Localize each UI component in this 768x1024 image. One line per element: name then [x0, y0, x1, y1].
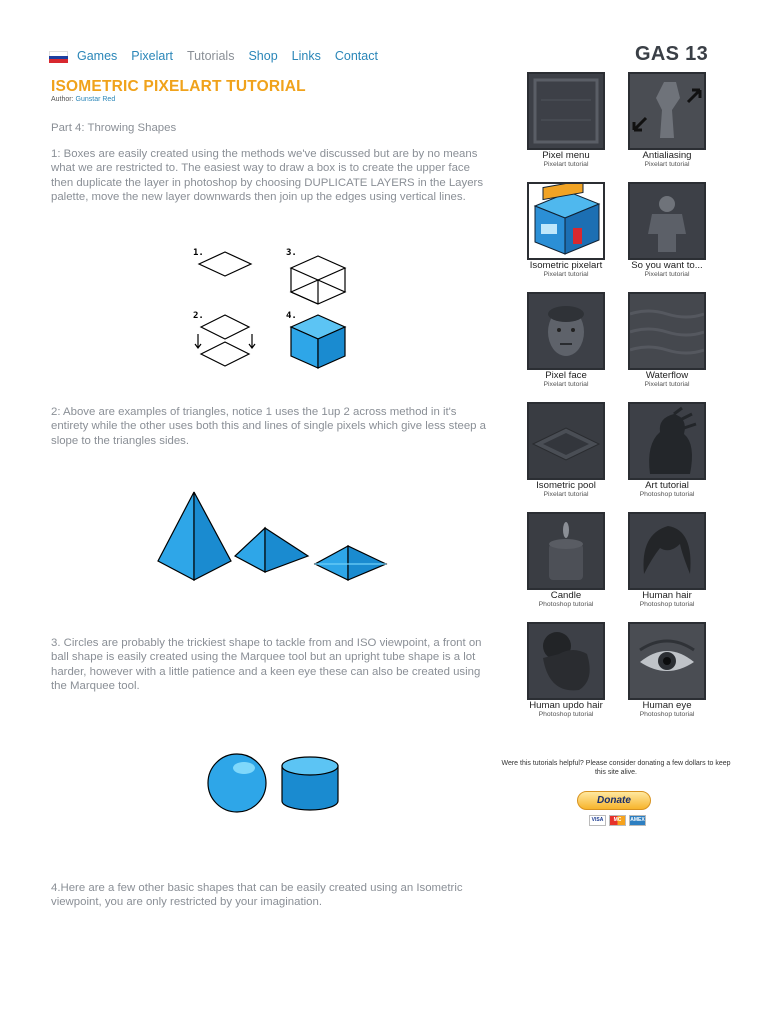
part-heading: Part 4: Throwing Shapes [51, 122, 177, 134]
updo-hair-thumb-icon [527, 622, 605, 700]
sidebar-item-title: Pixel menu [542, 150, 590, 161]
box-label-1: 1. [193, 248, 204, 258]
creature-thumb-icon [628, 402, 706, 480]
sidebar-item-subtitle: Photoshop tutorial [538, 711, 594, 718]
box-step-4-shape [291, 315, 345, 368]
sidebar-item-title: Pixel face [545, 370, 587, 381]
face-thumb-icon [527, 292, 605, 370]
sidebar-item-human-eye[interactable] [625, 622, 709, 719]
sidebar-item-antialiasing[interactable] [625, 72, 709, 169]
cylinder-shape [282, 757, 338, 810]
box-label-2: 2. [193, 311, 204, 321]
sidebar-item-waterflow[interactable] [625, 292, 709, 389]
sidebar-item-title: Candle [550, 590, 582, 601]
hair-thumb-icon [628, 512, 706, 590]
visa-card-icon: VISA [589, 815, 606, 826]
eye-thumb-icon [628, 622, 706, 700]
box-step-1-shape [199, 252, 251, 276]
sidebar-item-title: So you want to... [631, 260, 703, 271]
sidebar-item-subtitle: Pixelart tutorial [543, 381, 589, 388]
sidebar-item-title: Human updo hair [529, 700, 603, 711]
fighter-thumb-icon [628, 182, 706, 260]
box-step-3-shape [291, 256, 345, 304]
sphere-shape [208, 754, 266, 812]
sidebar-item-isometric-pool[interactable] [524, 402, 608, 499]
donate-message: Were this tutorials helpful? Please consider donating a few dollars to keep this site alive. [501, 760, 731, 776]
sidebar-item-pixel-face[interactable] [524, 292, 608, 389]
sidebar-item-art-tutorial[interactable] [625, 402, 709, 499]
sidebar-item-human-updo-hair[interactable] [524, 622, 608, 719]
payment-cards [589, 815, 646, 826]
circle-figure [204, 752, 344, 814]
sidebar-item-candle[interactable] [524, 512, 608, 609]
sidebar-item-title: Isometric pool [536, 480, 596, 491]
pyramid-flat-shape [315, 546, 386, 580]
pyramid-medium-shape [235, 528, 308, 572]
sidebar-item-title: Isometric pixelart [529, 260, 603, 271]
paragraph-1: 1: Boxes are easily created using the methods we've discussed but are by no means what we are restricted to. The easiest way to draw a box is to create the upper face then duplicate the layer in photoshop by choosing DUPLICATE LAYERS in the Layers palette, move the new layer downwards then join up the edges using vertical lines. [51, 148, 484, 204]
nav-contact[interactable]: Contact [334, 49, 378, 63]
pyramid-large-shape [158, 492, 231, 580]
author-label: Author: [51, 96, 74, 103]
donate-button[interactable]: Donate [577, 791, 651, 810]
water-thumb-icon [628, 292, 706, 370]
sidebar-item-subtitle: Pixelart tutorial [543, 271, 589, 278]
nav-links[interactable]: Links [291, 49, 321, 63]
sidebar-item-pixel-menu[interactable] [524, 72, 608, 169]
pool-thumb-icon [527, 402, 605, 480]
pixel-menu-thumb-icon [527, 72, 605, 150]
sidebar-item-human-hair[interactable] [625, 512, 709, 609]
sidebar-item-subtitle: Pixelart tutorial [644, 381, 690, 388]
nav-games[interactable]: Games [77, 49, 118, 63]
author-link[interactable]: Gunstar Red [75, 96, 116, 103]
sidebar-item-subtitle: Pixelart tutorial [543, 161, 589, 168]
paragraph-3: 3. Circles are probably the trickiest shape to tackle from and ISO viewpoint, a front on ball shape is easily created using the Marquee tool but an upright tube shape is a lot harder, however with a little patience and a keen eye these can also be created using the Marquee tool. [51, 637, 482, 693]
mastercard-icon: MC [609, 815, 626, 826]
sidebar-item-title: Antialiasing [642, 150, 692, 161]
nav-tutorials[interactable]: Tutorials [186, 49, 235, 63]
sidebar-item-subtitle: Photoshop tutorial [538, 601, 594, 608]
box-step-2-shape [195, 315, 255, 366]
sidebar-item-title: Human hair [642, 590, 692, 601]
sidebar-item-subtitle: Pixelart tutorial [644, 271, 690, 278]
nav-pixelart[interactable]: Pixelart [131, 49, 173, 63]
sidebar-item-title: Waterflow [645, 370, 689, 381]
antialiasing-thumb-icon [628, 72, 706, 150]
paragraph-4: 4.Here are a few other basic shapes that can be easily created using an Isometric viewpoint, you are only restricted by your imagination. [51, 882, 463, 909]
sidebar-item-subtitle: Photoshop tutorial [639, 711, 695, 718]
author-line [51, 96, 115, 103]
page-title: ISOMETRIC PIXELART TUTORIAL [51, 78, 306, 95]
triangle-figure [155, 490, 390, 585]
box-figure [190, 244, 360, 372]
sidebar-item-title: Art tutorial [645, 480, 689, 491]
sidebar-item-title: Human eye [642, 700, 692, 711]
sidebar-item-isometric-pixelart[interactable] [524, 182, 608, 279]
candle-thumb-icon [527, 512, 605, 590]
box-label-4: 4. [286, 311, 297, 321]
sidebar-item-subtitle: Pixelart tutorial [644, 161, 690, 168]
sidebar-item-subtitle: Photoshop tutorial [639, 601, 695, 608]
nav-shop[interactable]: Shop [248, 49, 278, 63]
top-nav [49, 47, 392, 65]
russian-flag-icon[interactable] [49, 51, 68, 63]
sidebar-item-subtitle: Pixelart tutorial [543, 491, 589, 498]
isometric-shop-thumb-icon [527, 182, 605, 260]
amex-card-icon: AMEX [629, 815, 646, 826]
box-label-3: 3. [286, 248, 297, 258]
site-logo[interactable]: GAS 13 [635, 43, 708, 65]
sidebar-item-subtitle: Photoshop tutorial [639, 491, 695, 498]
paragraph-2: 2: Above are examples of triangles, notice 1 uses the 1up 2 across method in it's entirety while the other uses both this and lines of single pixels which give less steep a slope to the triangles sides. [51, 406, 486, 447]
sidebar-item-so-you-want-to[interactable] [625, 182, 709, 279]
